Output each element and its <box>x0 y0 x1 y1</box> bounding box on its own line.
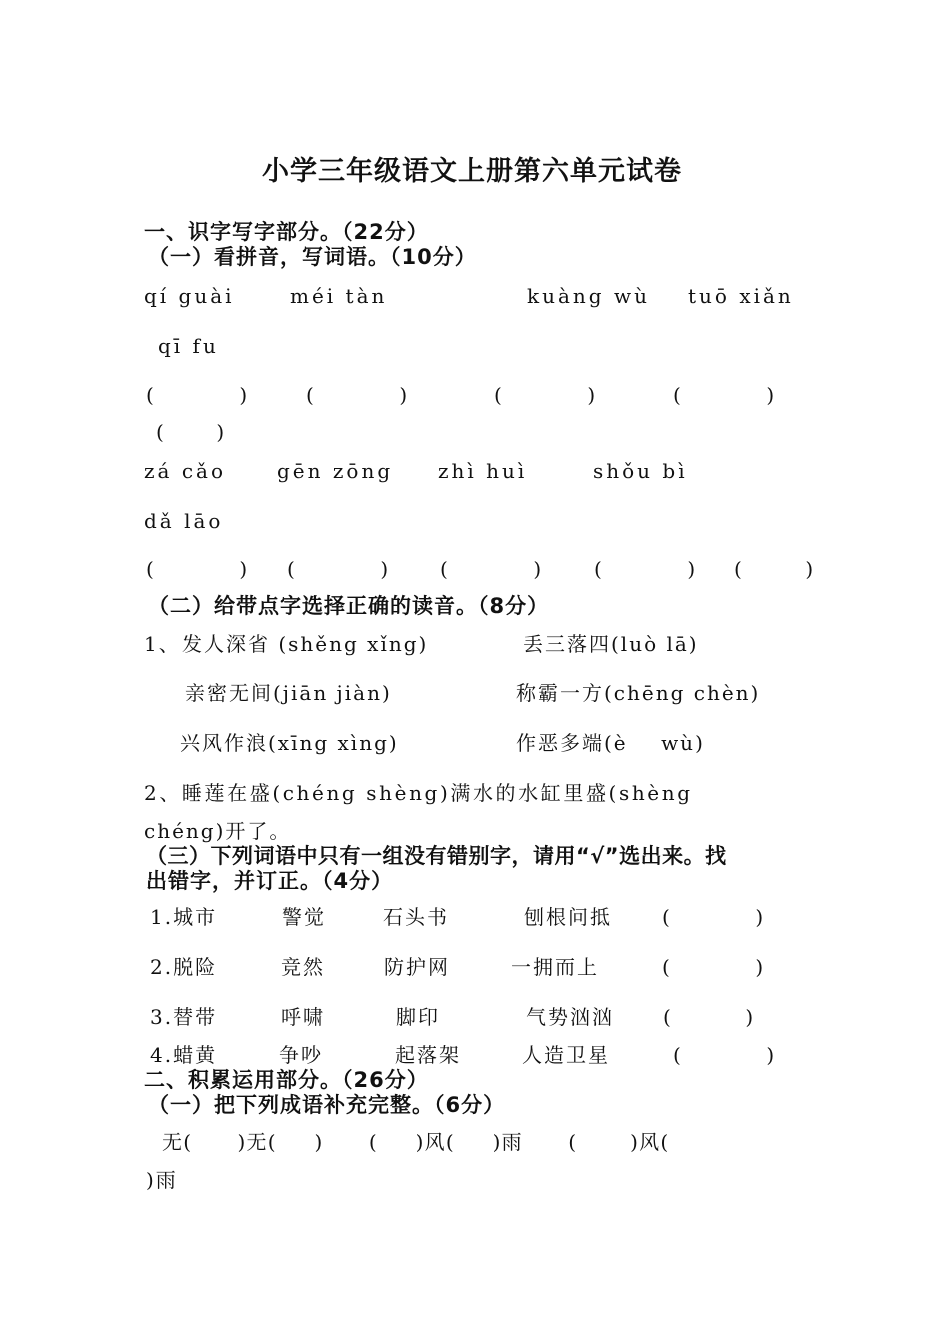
word-group: 一拥而上 <box>511 955 599 979</box>
answer-blank[interactable]: ( ) <box>306 383 410 407</box>
word-group: 刨根问抵 <box>524 905 612 929</box>
pinyin-7: gēn zōng <box>277 459 394 483</box>
answer-blank[interactable]: ( ) <box>662 955 766 979</box>
answer-blank[interactable]: ( ) <box>146 557 250 581</box>
pronunciation-item: 丢三落四(luò lā) <box>523 632 699 656</box>
answer-blank[interactable]: ( ) <box>673 383 777 407</box>
word-group: 竞然 <box>281 955 325 979</box>
pronunciation-item: 亲密无间(jiān jiàn) <box>185 681 392 705</box>
word-group: 起落架 <box>395 1043 461 1067</box>
pronunciation-item: 兴风作浪(xīng xìng) <box>180 731 399 755</box>
word-group: 1.城市 <box>150 905 218 929</box>
answer-blank[interactable]: ( ) <box>494 383 598 407</box>
pinyin-2: méi tàn <box>290 284 388 308</box>
word-group: 争吵 <box>279 1043 323 1067</box>
q1-heading: （一）看拼音，写词语。（10分） <box>148 245 477 269</box>
idiom-line[interactable]: )雨 <box>146 1168 178 1192</box>
answer-blank[interactable]: ( ) <box>662 905 766 929</box>
pronunciation-item: 发人深省 (shěng xǐng) <box>182 632 429 656</box>
word-group: 4.蜡黄 <box>150 1043 218 1067</box>
part2-heading: 二、积累运用部分。（26分） <box>144 1068 429 1092</box>
answer-blank[interactable]: ( ) <box>146 383 250 407</box>
pinyin-3: kuàng wù <box>527 284 650 308</box>
word-group: 2.脱险 <box>150 955 218 979</box>
answer-blank[interactable]: ( ) <box>156 420 224 444</box>
pinyin-1: qí guài <box>144 284 235 308</box>
answer-blank[interactable]: ( ) <box>287 557 391 581</box>
page-title: 小学三年级语文上册第六单元试卷 <box>262 156 682 187</box>
q2-heading: （二）给带点字选择正确的读音。（8分） <box>148 594 550 618</box>
pronunciation-item: 作恶多端(è wù) <box>516 731 705 755</box>
answer-blank[interactable]: ( ) <box>734 557 814 581</box>
pinyin-9: shǒu bì <box>593 459 688 483</box>
pinyin-10: dǎ lāo <box>144 509 224 533</box>
word-group: 人造卫星 <box>522 1043 610 1067</box>
idiom-line[interactable]: 无( )无( ) ( )风( )雨 ( )风( <box>162 1130 670 1154</box>
word-group: 呼啸 <box>281 1005 325 1029</box>
answer-blank[interactable]: ( ) <box>440 557 544 581</box>
pinyin-4: tuō xiǎn <box>688 284 794 308</box>
pinyin-6: zá cǎo <box>144 459 226 483</box>
q3-heading-line1: （三）下列词语中只有一组没有错别字，请用“√”选出来。找 <box>146 844 727 868</box>
pronunciation-item: 称霸一方(chēng chèn) <box>516 681 761 705</box>
word-group: 石头书 <box>383 905 449 929</box>
answer-blank[interactable]: ( ) <box>594 557 698 581</box>
pinyin-5: qī fu <box>158 334 219 358</box>
answer-blank[interactable]: ( ) <box>663 1005 755 1029</box>
part2-q1-heading: （一）把下列成语补充完整。（6分） <box>148 1093 506 1117</box>
part1-heading: 一、识字写字部分。（22分） <box>144 220 429 244</box>
item-label: 1、 <box>144 632 181 656</box>
word-group: 防护网 <box>384 955 450 979</box>
q3-heading-line2: 出错字，并订正。（4分） <box>146 869 394 893</box>
pinyin-8: zhì huì <box>438 459 528 483</box>
word-group: 脚印 <box>396 1005 440 1029</box>
answer-blank[interactable]: ( ) <box>673 1043 777 1067</box>
word-group: 3.替带 <box>150 1005 218 1029</box>
word-group: 警觉 <box>282 905 326 929</box>
sentence-line: chéng)开了。 <box>144 819 292 843</box>
sentence-line: 2、睡莲在盛(chéng shèng)满水的水缸里盛(shèng <box>144 781 693 805</box>
word-group: 气势汹汹 <box>526 1005 614 1029</box>
